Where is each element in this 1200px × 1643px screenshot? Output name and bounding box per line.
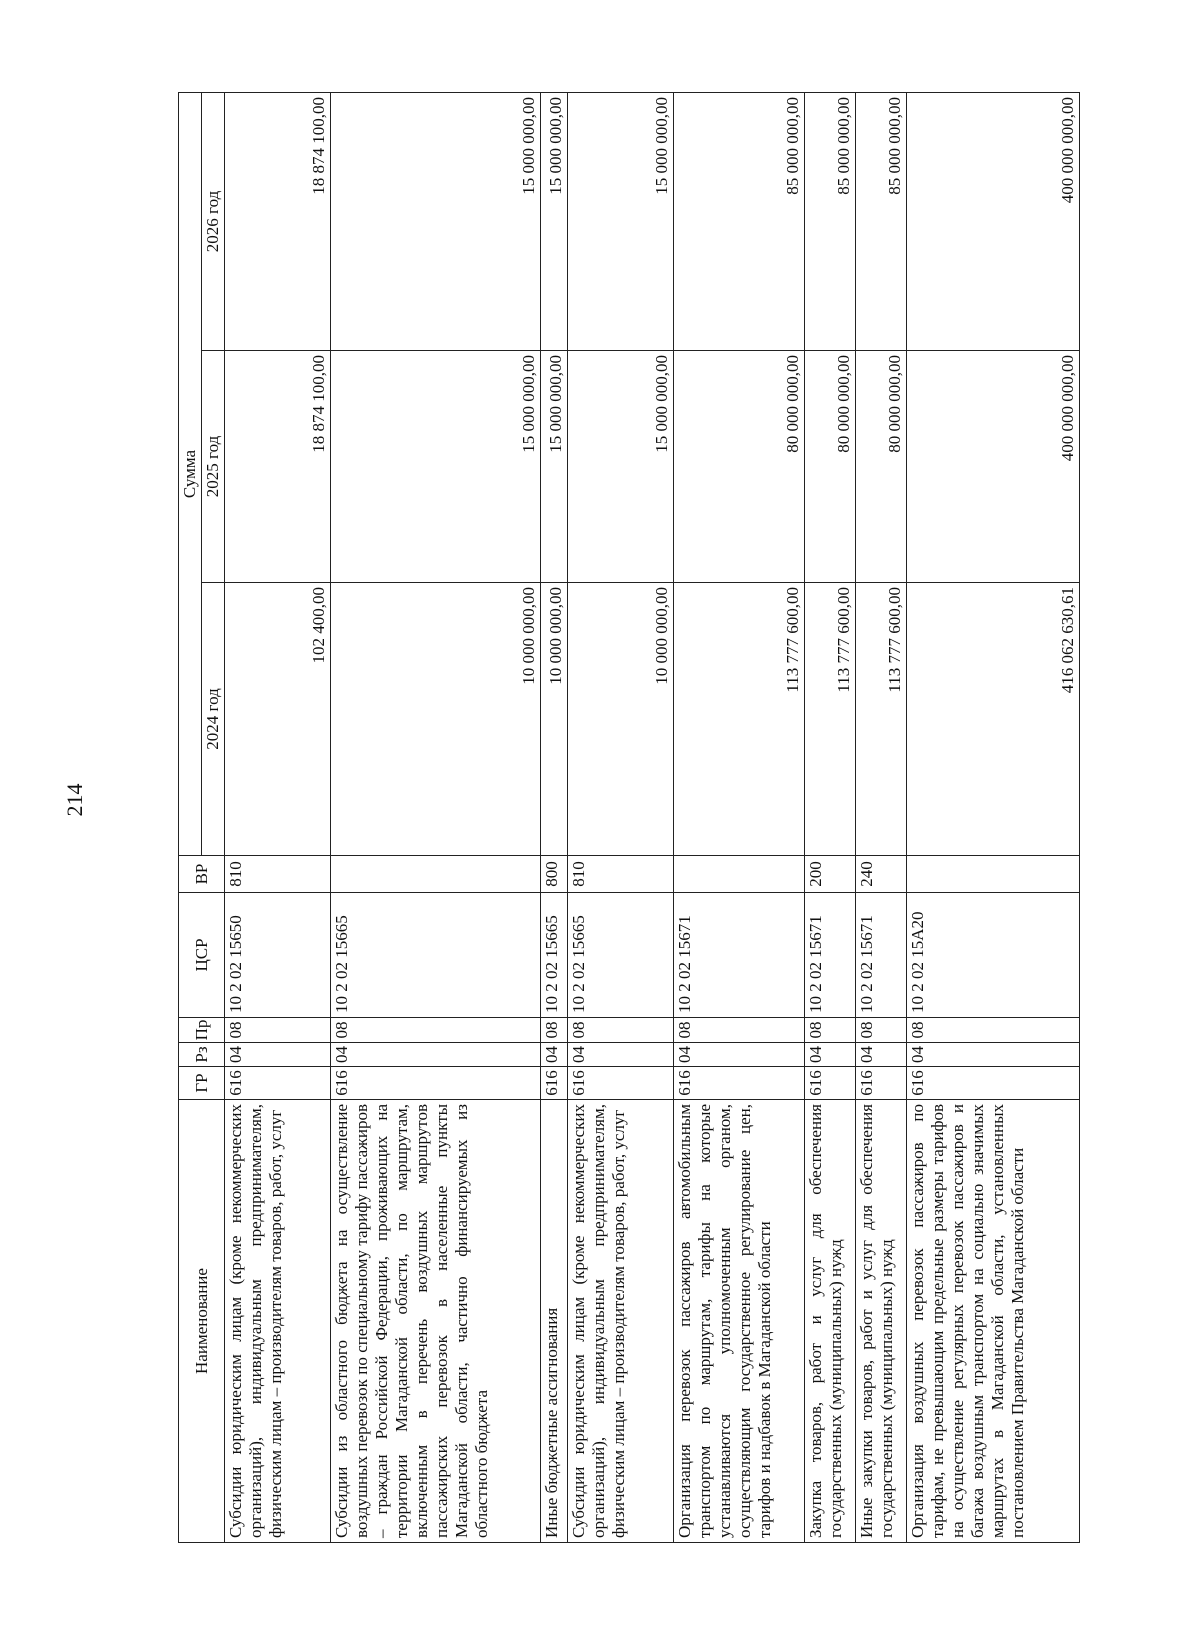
row-name: Организация перевозок пассажиров автомобильным транспортом по маршрутам, тарифы на которые устанавливаются уполномоченным органом, осуществляющим государственное регулирование цен, тарифов и надбавок в Магаданской области — [673, 1100, 804, 1543]
header-2025: 2025 год — [202, 351, 225, 583]
row-pr: 08 — [567, 1018, 673, 1043]
row-rz: 04 — [673, 1043, 804, 1067]
row-2024: 102 400,00 — [225, 583, 331, 856]
row-rz: 04 — [541, 1043, 568, 1067]
row-2024: 10 000 000,00 — [331, 583, 541, 856]
row-name: Иные бюджетные ассигнования — [541, 1100, 568, 1543]
header-gr: ГР — [179, 1067, 225, 1100]
row-pr: 08 — [541, 1018, 568, 1043]
row-gr: 616 — [541, 1067, 568, 1100]
row-name: Организация воздушных перевозок пассажиров по тарифам, не превышающим предельные размеры тарифов на осуществление регулярных перевозок пассажиров и багажа воздушным транспортом на социально значимых маршрутах в Магаданской области, установленных постановлением Правительства Магаданской области — [906, 1100, 1080, 1543]
page-number: 214 — [62, 783, 87, 817]
row-pr: 08 — [673, 1018, 804, 1043]
row-2024: 10 000 000,00 — [567, 583, 673, 856]
row-2024: 113 777 600,00 — [804, 583, 855, 856]
row-rz: 04 — [855, 1043, 906, 1067]
row-2024: 113 777 600,00 — [855, 583, 906, 856]
row-gr: 616 — [906, 1067, 1080, 1100]
row-vr: 200 — [804, 856, 855, 893]
row-name: Субсидии юридическим лицам (кроме некоммерческих организаций), индивидуальным предпринимателям, физическим лицам – производителям товаров, работ, услуг — [225, 1100, 331, 1543]
row-csr: 10 2 02 15665 — [331, 893, 541, 1018]
row-vr: 810 — [567, 856, 673, 893]
header-sum: Сумма — [179, 93, 202, 856]
row-2026: 18 874 100,00 — [225, 93, 331, 351]
row-gr: 616 — [855, 1067, 906, 1100]
rotated-table-container — [178, 93, 1080, 1543]
table-row — [673, 93, 804, 1543]
row-csr: 10 2 02 15650 — [225, 893, 331, 1018]
row-2025: 18 874 100,00 — [225, 351, 331, 583]
row-2024: 416 062 630,61 — [906, 583, 1080, 856]
row-csr: 10 2 02 15665 — [541, 893, 568, 1018]
header-pr: Пр — [179, 1018, 225, 1043]
row-2025: 80 000 000,00 — [673, 351, 804, 583]
header-2024: 2024 год — [202, 583, 225, 856]
header-vr: ВР — [179, 856, 225, 893]
row-gr: 616 — [331, 1067, 541, 1100]
row-gr: 616 — [225, 1067, 331, 1100]
row-pr: 08 — [804, 1018, 855, 1043]
row-2025: 80 000 000,00 — [804, 351, 855, 583]
header-2026: 2026 год — [202, 93, 225, 351]
row-pr: 08 — [225, 1018, 331, 1043]
row-2026: 85 000 000,00 — [804, 93, 855, 351]
row-pr: 08 — [855, 1018, 906, 1043]
row-2026: 15 000 000,00 — [567, 93, 673, 351]
row-pr: 08 — [331, 1018, 541, 1043]
row-csr: 10 2 02 15665 — [567, 893, 673, 1018]
row-name: Иные закупки товаров, работ и услуг для обеспечения государственных (муниципальных) нужд — [855, 1100, 906, 1543]
header-rz: Рз — [179, 1043, 225, 1067]
row-vr: 810 — [225, 856, 331, 893]
budget-table — [178, 92, 1080, 1543]
row-2026: 85 000 000,00 — [673, 93, 804, 351]
row-rz: 04 — [804, 1043, 855, 1067]
row-gr: 616 — [567, 1067, 673, 1100]
table-row — [331, 93, 541, 1543]
row-vr: 800 — [541, 856, 568, 893]
row-gr: 616 — [804, 1067, 855, 1100]
row-2025: 80 000 000,00 — [855, 351, 906, 583]
row-gr: 616 — [673, 1067, 804, 1100]
header-csr: ЦСР — [179, 893, 225, 1018]
row-pr: 08 — [906, 1018, 1080, 1043]
row-rz: 04 — [567, 1043, 673, 1067]
row-2025: 15 000 000,00 — [541, 351, 568, 583]
row-2025: 400 000 000,00 — [906, 351, 1080, 583]
row-2024: 10 000 000,00 — [541, 583, 568, 856]
row-csr: 10 2 02 15671 — [673, 893, 804, 1018]
row-name: Субсидии из областного бюджета на осуществление воздушных перевозок по специальному тарифу пассажиров – граждан Российской Федерации, проживающих на территории Магаданской области, по маршрутам, включенным в перечень воздушных маршрутов пассажирских перевозок в населенные пункты Магаданской области, частично финансируемых из областного бюджета — [331, 1100, 541, 1543]
row-vr — [331, 856, 541, 893]
row-2026: 85 000 000,00 — [855, 93, 906, 351]
row-rz: 04 — [906, 1043, 1080, 1067]
table-row — [567, 93, 673, 1543]
table-row — [855, 93, 906, 1543]
row-name: Субсидии юридическим лицам (кроме некоммерческих организаций), индивидуальным предпринимателям, физическим лицам – производителям товаров, работ, услуг — [567, 1100, 673, 1543]
header-name: Наименование — [179, 1100, 225, 1543]
row-2025: 15 000 000,00 — [331, 351, 541, 583]
row-2026: 15 000 000,00 — [541, 93, 568, 351]
row-rz: 04 — [331, 1043, 541, 1067]
table-row — [225, 93, 331, 1543]
row-vr — [906, 856, 1080, 893]
row-rz: 04 — [225, 1043, 331, 1067]
row-2025: 15 000 000,00 — [567, 351, 673, 583]
row-name: Закупка товаров, работ и услуг для обеспечения государственных (муниципальных) нужд — [804, 1100, 855, 1543]
row-vr — [673, 856, 804, 893]
row-csr: 10 2 02 15671 — [804, 893, 855, 1018]
table-row — [906, 93, 1080, 1543]
row-2026: 400 000 000,00 — [906, 93, 1080, 351]
row-2026: 15 000 000,00 — [331, 93, 541, 351]
row-csr: 10 2 02 15671 — [855, 893, 906, 1018]
table-row — [541, 93, 568, 1543]
row-vr: 240 — [855, 856, 906, 893]
row-2024: 113 777 600,00 — [673, 583, 804, 856]
table-row — [804, 93, 855, 1543]
row-csr: 10 2 02 15А20 — [906, 893, 1080, 1018]
